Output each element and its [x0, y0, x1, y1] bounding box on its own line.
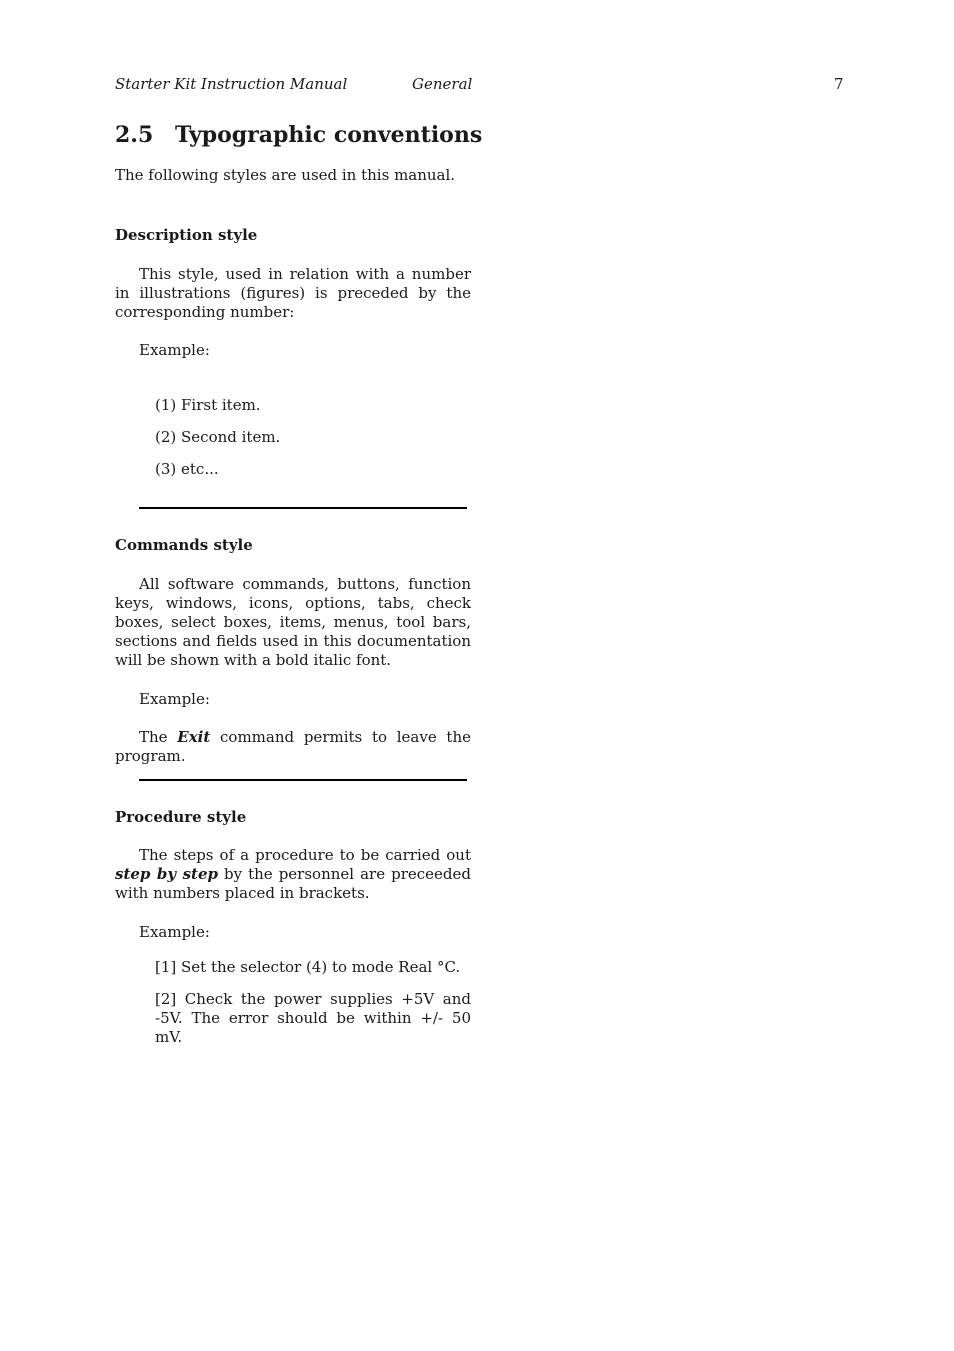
procedure-style-paragraph	[115, 846, 471, 903]
commands-example-label: Example:	[139, 690, 210, 708]
commands-style-heading: Commands style	[115, 536, 253, 554]
description-style-heading: Description style	[115, 226, 258, 244]
exit-command-sample: Exit	[177, 728, 211, 746]
section-heading	[115, 122, 482, 148]
commands-style-paragraph: All software commands, buttons, function keys, windows, icons, options, tabs, check boxes, select boxes, items, menus, tool bars, sections and fields used in this documentation will be shown with a bold italic font.	[115, 575, 471, 669]
running-header-chapter: General	[412, 75, 473, 93]
procedure-step: [2] Check the power supplies +5V and -5V. The error should be within +/- 50 mV.	[155, 990, 471, 1046]
procedure-style-heading: Procedure style	[115, 808, 247, 826]
running-header-title: Starter Kit Instruction Manual	[115, 75, 348, 93]
description-example-label: Example:	[139, 341, 210, 359]
step-by-step-emphasis: step by step	[115, 865, 218, 883]
section-divider	[139, 779, 467, 781]
procedure-paragraph-post: by the personnel are preceeded with numbers placed in brackets.	[115, 865, 471, 902]
list-item: (2) Second item.	[155, 428, 281, 446]
section-number: 2.5	[115, 122, 154, 148]
section-intro: The following styles are used in this manual.	[115, 166, 456, 184]
procedure-step: [1] Set the selector (4) to mode Real °C.	[155, 958, 461, 976]
procedure-example-label: Example:	[139, 923, 210, 941]
section-title: Typographic conventions	[175, 122, 483, 148]
commands-example-text	[115, 728, 471, 766]
procedure-paragraph-pre: The steps of a procedure to be carried out	[139, 846, 471, 864]
description-style-paragraph: This style, used in relation with a number in illustrations (figures) is preceded by the corresponding number:	[115, 265, 471, 321]
section-divider	[139, 507, 467, 509]
list-item: (1) First item.	[155, 396, 261, 414]
page-number: 7	[834, 75, 844, 93]
list-item: (3) etc...	[155, 460, 219, 478]
commands-example-pre: The	[139, 728, 178, 746]
commands-example-post: command permits to leave the program.	[115, 728, 472, 765]
